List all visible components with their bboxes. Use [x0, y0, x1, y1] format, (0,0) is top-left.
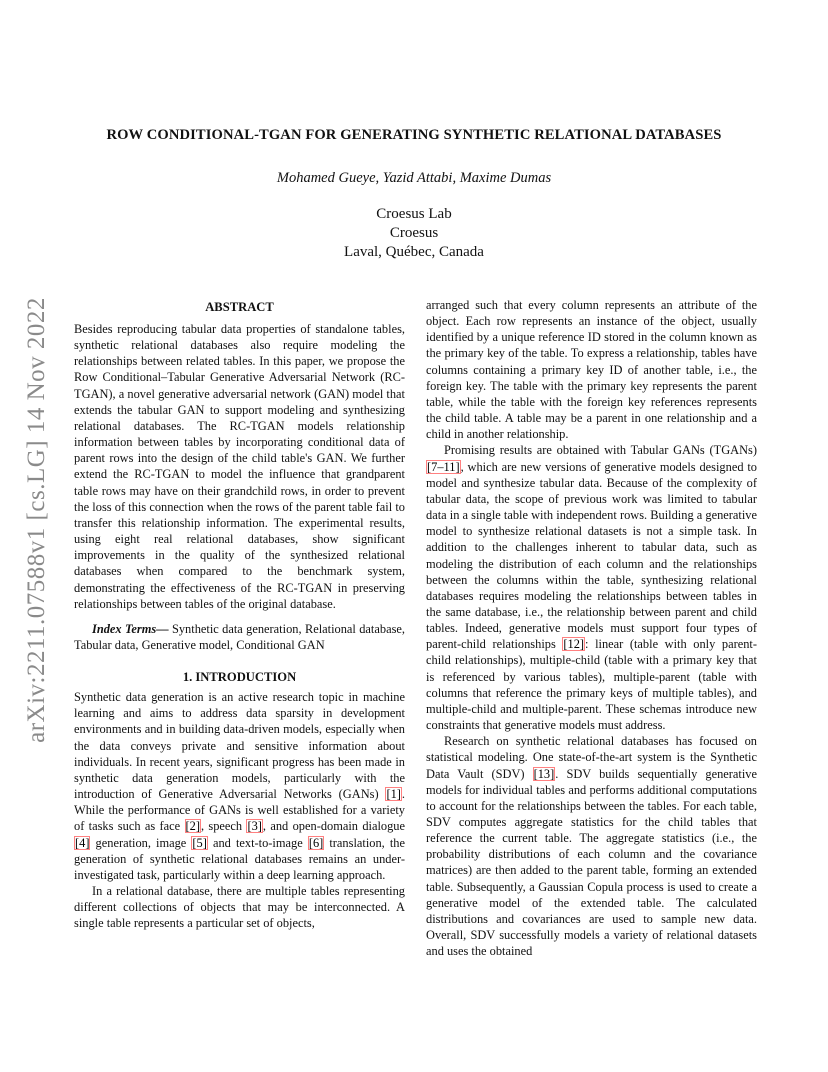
- affiliation-company: Croesus: [389, 225, 439, 241]
- citation-link[interactable]: [7–11]: [427, 459, 460, 474]
- arxiv-identifier-sidebar: [22, 285, 52, 755]
- index-terms-text: Synthetic data generation, Relational database, Tabular data, Generative model, Conditional GAN: [74, 621, 405, 652]
- intro-paragraph-1: Synthetic data generation is an active research topic in machine learning and aims to address data sparsity in development environments and in building data-driven models, especially when the data conveys private and sensitive information about individuals. In recent years, significant progress has been made in synthetic data generation models, particularly with the introduction of Generative Adversarial Networks (GANs) [1]. While the performance of GANs is well established for a variety of tasks such as face [2], speech [3], and open-domain dialogue [4] generation, image [5] and text-to-image [6] translation, the generation of synthetic relational databases remains an under-investigated task, particularly within a deep learning approach.: [74, 690, 405, 882]
- citation-link[interactable]: [6]: [308, 835, 324, 850]
- index-terms-label: Index Terms—: [92, 621, 169, 636]
- citation-link[interactable]: [13]: [533, 766, 555, 781]
- right-paragraph-2: Promising results are obtained with Tabular GANs (TGANs) [7–11], which are new versions of generative models designed to model and synthesize tabular data. Because of the complexity of tabular data, the scope of previous work was limited to tabular data in a single table with independent rows. Building a generative model to synthesize relational datasets is not a simple task. In addition to the challenges inherent to tabular data, such as modeling the distribution of each column and the relationships between the columns within the table, synthesizing relational databases requires modeling the relationships between tables in the same database, i.e., the relationship between parent and child tables. Indeed, generative models must support four types of parent-child relationships [12]: linear (table with only parent-child relationships), multiple-child (table with a primary key that is referenced by various tables), multiple-parent (table with columns that reference the primary keys of multiple tables), and multiple-child and multiple-parent. These schemas introduce new constraints that generative models must address.: [426, 443, 757, 733]
- citation-link[interactable]: [2]: [185, 819, 200, 834]
- arxiv-identifier: arXiv:2211.07588v1 [cs.LG] 14 Nov 2022: [23, 297, 51, 743]
- citation-link[interactable]: [4]: [75, 835, 90, 850]
- citation-link[interactable]: [3]: [247, 819, 262, 834]
- affiliation-lab: Croesus Lab: [376, 206, 452, 222]
- abstract-text: Besides reproducing tabular data properties of standalone tables, synthetic relational databases also require modeling the relationships between related tables. In this paper, we propose the Row Conditional–Tabular Generative Adversarial Network (RC-TGAN), a novel generative adversarial network (GAN) model that extends the tabular GAN to support modeling and synthesizing relational databases. The RC-TGAN models relationship information between tables by incorporating conditional data of parent rows into the design of the child table's GAN. We further extend the RC-TGAN to model the influence that grandparent table rows may have on their grandchild rows, in order to prevent the loss of this connection when the rows of the parent table fail to transfer this relationship information. The experimental results, using eight real relational databases, show significant improvements in the quality of the synthesized relational databases when compared to the benchmark system, demonstrating the effectiveness of the RC-TGAN in preserving relationships between tables of the original database.: [74, 322, 405, 611]
- left-column: [74, 297, 405, 931]
- citation-link[interactable]: [5]: [192, 835, 207, 850]
- right-column: [426, 297, 757, 959]
- affiliation-block: [0, 205, 828, 262]
- introduction-heading: 1. INTRODUCTION: [182, 670, 297, 685]
- affiliation-location: Laval, Québec, Canada: [344, 244, 484, 260]
- index-terms: [74, 621, 405, 653]
- right-paragraph-1: arranged such that every column represents an attribute of the object. Each row represents an instance of the object, usually identified by a unique reference ID stored in the column known as the primary key of the table. To express a relationship, tables have columns containing a primary key ID of another table, i.e., the foreign key. The table with the primary key represents the parent table, while the table with the foreign key references represents the child table. A table may be a parent in one relationship and a child in another relationship.: [426, 298, 757, 442]
- abstract-heading: ABSTRACT: [205, 300, 274, 314]
- right-paragraph-3: Research on synthetic relational databases has focused on statistical modeling. One state-of-the-art system is the Synthetic Data Vault (SDV) [13]. SDV builds sequentially generative models for individual tables and performs additional computations to account for the relationships between the tables. For each table, SDV computes aggregate statistics for the child tables that reference the current table. The aggregate statistics (i.e., the probability distributions of each column and the covariance matrices) are then added to the parent table, forming an extended table. Subsequently, a Gaussian Copula process is used to create a generative model of the extended table. The calculated distributions and covariances are used to sample new data. Overall, SDV successfully models a variety of relational datasets and uses the obtained: [426, 734, 758, 959]
- intro-paragraph-2: In a relational database, there are multiple tables representing different collections of objects that may be interconnected. A single table represents a particular set of objects,: [74, 884, 405, 931]
- paper-title: ROW CONDITIONAL-TGAN FOR GENERATING SYNTHETIC RELATIONAL DATABASES: [106, 127, 722, 143]
- citation-link[interactable]: [1]: [386, 787, 401, 802]
- paper-authors: Mohamed Gueye, Yazid Attabi, Maxime Dumas: [276, 170, 552, 186]
- citation-link[interactable]: [12]: [563, 637, 585, 652]
